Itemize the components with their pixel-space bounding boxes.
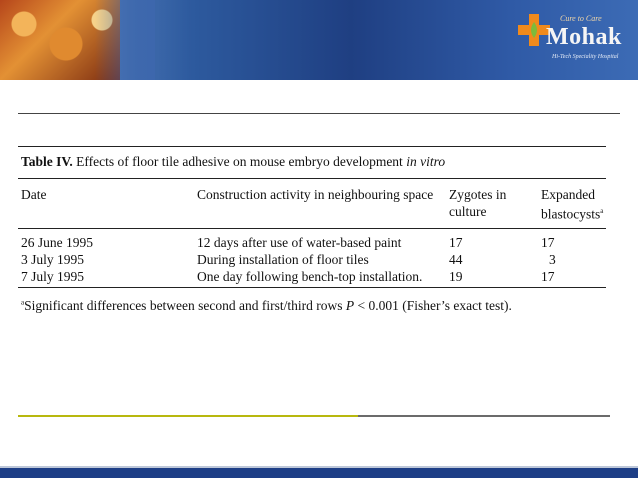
logo-tagline: Cure to Care	[560, 14, 602, 23]
cell-date: 7 July 1995	[21, 268, 85, 284]
bottom-divider-gray	[358, 415, 610, 417]
cell-zygotes: 19	[449, 268, 463, 284]
table-row	[18, 251, 606, 268]
column-header-zygotes	[446, 186, 538, 223]
table-rule-bottom	[18, 287, 606, 288]
footer-band	[0, 468, 638, 478]
table-body	[18, 229, 606, 287]
table-caption-label: Table IV.	[21, 154, 73, 169]
table-row	[18, 268, 606, 285]
top-divider	[18, 113, 620, 114]
hospital-logo	[512, 10, 624, 70]
header-banner	[0, 0, 638, 80]
column-header-date-label: Date	[21, 187, 47, 202]
column-header-blastocysts-sup: a	[600, 207, 604, 215]
column-header-blastocysts-line1: Expanded	[541, 187, 595, 202]
cell-blastocysts: 17	[541, 234, 555, 250]
footnote-text-after: < 0.001 (Fisher’s exact test).	[354, 297, 512, 313]
table-caption-italic: in vitro	[406, 154, 446, 169]
footnote-text-before: Significant differences between second and first/third rows	[24, 297, 346, 313]
cell-zygotes: 44	[449, 251, 463, 267]
logo-subtitle: Hi-Tech Speciality Hospital	[552, 54, 619, 60]
cell-date: 3 July 1995	[21, 251, 85, 267]
column-header-zygotes-line1: Zygotes in	[449, 187, 507, 202]
cell-zygotes: 17	[449, 234, 463, 250]
footnote-p-symbol: P	[345, 297, 355, 313]
table-caption-text: Effects of floor tile adhesive on mouse embryo development	[76, 154, 403, 169]
header-photo-fade	[95, 0, 155, 80]
table-row	[18, 234, 606, 251]
cell-activity: One day following bench-top installation.	[197, 268, 423, 284]
footnote-sup: a	[21, 298, 25, 306]
cell-blastocysts: 17	[541, 268, 555, 284]
column-header-zygotes-line2: culture	[449, 204, 487, 219]
column-header-date	[18, 186, 194, 223]
data-table	[18, 146, 606, 314]
cell-activity: 12 days after use of water-based paint	[197, 234, 402, 250]
cell-blastocysts: 3	[549, 251, 556, 267]
bottom-divider-accent	[18, 415, 358, 417]
column-header-blastocysts-line2: blastocysts	[541, 206, 601, 222]
cell-date: 26 June 1995	[21, 234, 93, 250]
table-caption	[18, 147, 606, 178]
table-footnote	[18, 298, 606, 314]
column-header-blastocysts	[538, 186, 604, 223]
column-header-activity	[194, 186, 446, 223]
table-header-row	[18, 179, 606, 228]
logo-brand: Mohak	[546, 24, 622, 50]
column-header-activity-label: Construction activity in neighbouring space	[197, 187, 434, 202]
cell-activity: During installation of floor tiles	[197, 251, 369, 267]
